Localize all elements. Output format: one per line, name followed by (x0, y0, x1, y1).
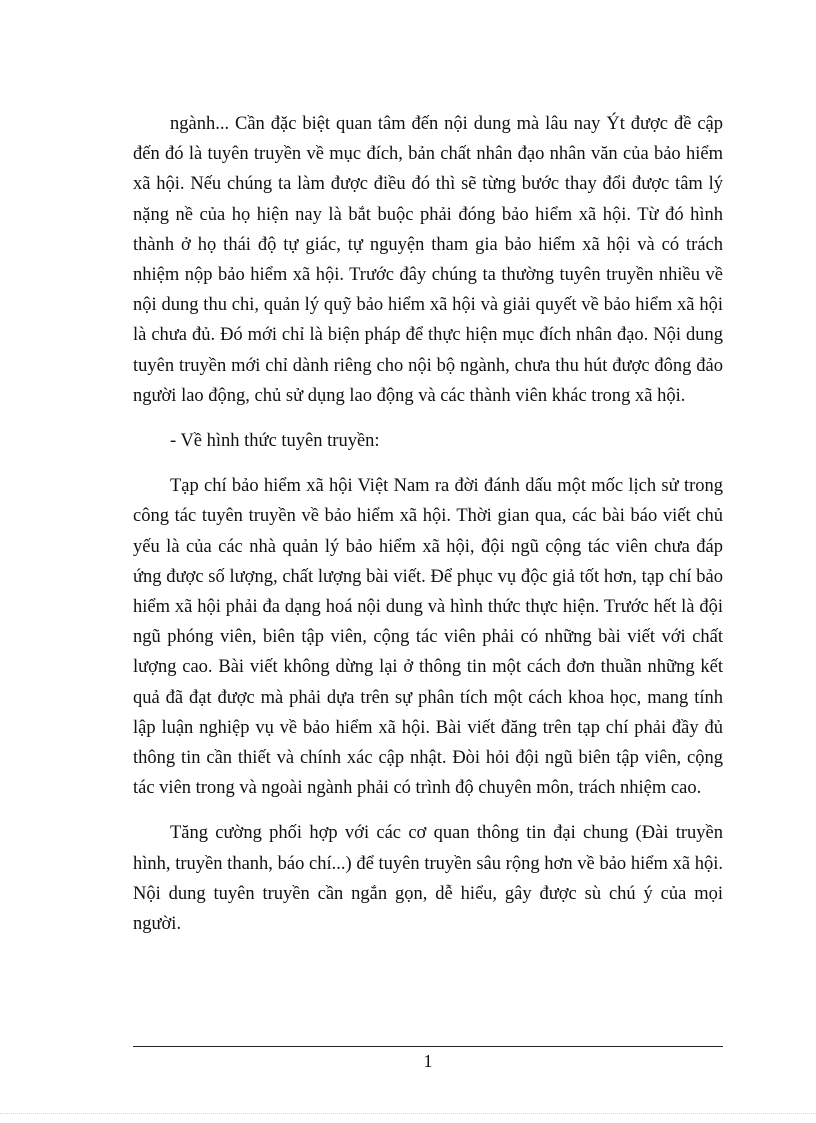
paragraph-media-cooperation: Tăng cường phối hợp với các cơ quan thông tin đại chung (Đài truyền hình, truyền thanh, báo chí...) để tuyên truyền sâu rộng hơn về bảo hiểm xã hội. Nội dung tuyên truyền cần ngắn gọn, dễ hiểu, gây được sù chú ý của mọi người. (133, 823, 723, 935)
paragraph-journal: Tạp chí bảo hiểm xã hội Việt Nam ra đời đánh dấu một mốc lịch sử trong công tác tuyên truyền về bảo hiểm xã hội. Thời gian qua, các bài báo viết chủ yếu là của các nhà quản lý bảo hiểm xã hội, đội ngũ cộng tác viên chưa đáp ứng được số lượng, chất lượng bài viết. Để phục vụ độc giả tốt hơn, tạp chí bảo hiểm xã hội phải đa dạng hoá nội dung và hình thức thực hiện. Trước hết là đội ngũ phóng viên, biên tập viên, cộng tác viên phải có những bài viết với chất lượng cao. Bài viết không dừng lại ở thông tin một cách đơn thuần những kết quả đã đạt được mà phải dựa trên sự phân tích một cách khoa học, mang tính lập luận nghiệp vụ về bảo hiểm xã hội. Bài viết đăng trên tạp chí phải đầy đủ thông tin cần thiết và chính xác cập nhật. Đòi hỏi đội ngũ biên tập viên, cộng tác viên trong và ngoài ngành phải có trình độ chuyên môn, trách nhiệm cao. (133, 476, 723, 799)
page-bottom-edge (0, 1113, 816, 1114)
footer-divider (133, 1046, 723, 1047)
paragraph-purpose: ngành... Cần đặc biệt quan tâm đến nội dung mà lâu nay Ýt được đề cập đến đó là tuyên truyền về mục đích, bản chất nhân đạo nhân văn của bảo hiểm xã hội. Nếu chúng ta làm được điều đó thì sẽ từng bước thay đổi được tâm lý nặng nề của họ hiện nay là bắt buộc phải đóng bảo hiểm xã hội. Từ đó hình thành ở họ thái độ tự giác, tự nguyện tham gia bảo hiểm xã hội và có trách nhiệm nộp bảo hiểm xã hội. Trước đây chúng ta thường tuyên truyền nhiều về nội dung thu chi, quản lý quỹ bảo hiểm xã hội và giải quyết về bảo hiểm xã hội là chưa đủ. Đó mới chỉ là biện pháp để thực hiện mục đích nhân đạo. Nội dung tuyên truyền mới chỉ dành riêng cho nội bộ ngành, chưa thu hút được đông đảo người lao động, chủ sử dụng lao động và các thành viên khác trong xã hội. (133, 114, 723, 406)
page-number: 1 (423, 1051, 433, 1071)
document-body (133, 109, 723, 954)
section-heading-form: - Về hình thức tuyên truyền: (170, 431, 380, 452)
